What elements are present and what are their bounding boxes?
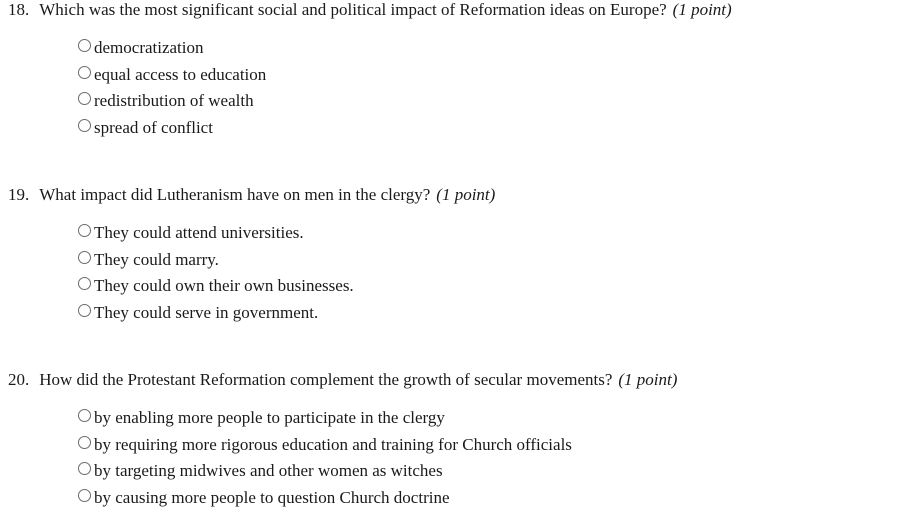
radio-button[interactable] bbox=[78, 462, 91, 475]
radio-button[interactable] bbox=[78, 304, 91, 317]
radio-button[interactable] bbox=[78, 92, 91, 105]
question-points: (1 point) bbox=[436, 185, 496, 204]
answer-label: by targeting midwives and other women as witches bbox=[94, 461, 443, 480]
radio-button[interactable] bbox=[78, 119, 91, 132]
answer-label: They could serve in government. bbox=[94, 303, 319, 322]
answer-label: They could marry. bbox=[94, 250, 219, 269]
radio-button[interactable] bbox=[78, 251, 91, 264]
answer-option[interactable] bbox=[78, 275, 354, 297]
answer-label: equal access to education bbox=[94, 65, 267, 84]
answer-option[interactable] bbox=[78, 302, 318, 324]
radio-button[interactable] bbox=[78, 409, 91, 422]
answer-option[interactable] bbox=[78, 487, 450, 509]
question-text-line bbox=[8, 370, 677, 390]
answer-option[interactable] bbox=[78, 460, 443, 482]
question-text: What impact did Lutheranism have on men in the clergy? bbox=[39, 185, 431, 204]
answer-label: by enabling more people to participate in the clergy bbox=[94, 408, 445, 427]
radio-button[interactable] bbox=[78, 224, 91, 237]
answer-label: democratization bbox=[94, 38, 204, 57]
radio-button[interactable] bbox=[78, 489, 91, 502]
answer-option[interactable] bbox=[78, 64, 266, 86]
answer-label: They could own their own businesses. bbox=[94, 276, 354, 295]
answer-label: spread of conflict bbox=[94, 118, 213, 137]
radio-button[interactable] bbox=[78, 436, 91, 449]
question-points: (1 point) bbox=[618, 370, 678, 389]
answer-option[interactable] bbox=[78, 222, 304, 244]
question-text: Which was the most significant social and political impact of Reformation ideas on Europe? bbox=[39, 0, 667, 19]
question-text-line bbox=[8, 185, 495, 205]
answer-option[interactable] bbox=[78, 434, 572, 456]
answer-label: by causing more people to question Church doctrine bbox=[94, 488, 450, 507]
answer-option[interactable] bbox=[78, 407, 445, 429]
answer-option[interactable] bbox=[78, 249, 219, 271]
answer-label: by requiring more rigorous education and training for Church officials bbox=[94, 435, 572, 454]
answer-label: redistribution of wealth bbox=[94, 91, 254, 110]
answer-option[interactable] bbox=[78, 37, 204, 59]
question-number: 18. bbox=[8, 0, 30, 19]
answer-option[interactable] bbox=[78, 90, 254, 112]
question-number: 19. bbox=[8, 185, 30, 204]
answer-option[interactable] bbox=[78, 117, 213, 139]
question-points: (1 point) bbox=[672, 0, 732, 19]
radio-button[interactable] bbox=[78, 39, 91, 52]
question-text-line bbox=[8, 0, 732, 20]
question-number: 20. bbox=[8, 370, 30, 389]
answer-label: They could attend universities. bbox=[94, 223, 304, 242]
question-text: How did the Protestant Reformation complement the growth of secular movements? bbox=[39, 370, 613, 389]
radio-button[interactable] bbox=[78, 66, 91, 79]
radio-button[interactable] bbox=[78, 277, 91, 290]
